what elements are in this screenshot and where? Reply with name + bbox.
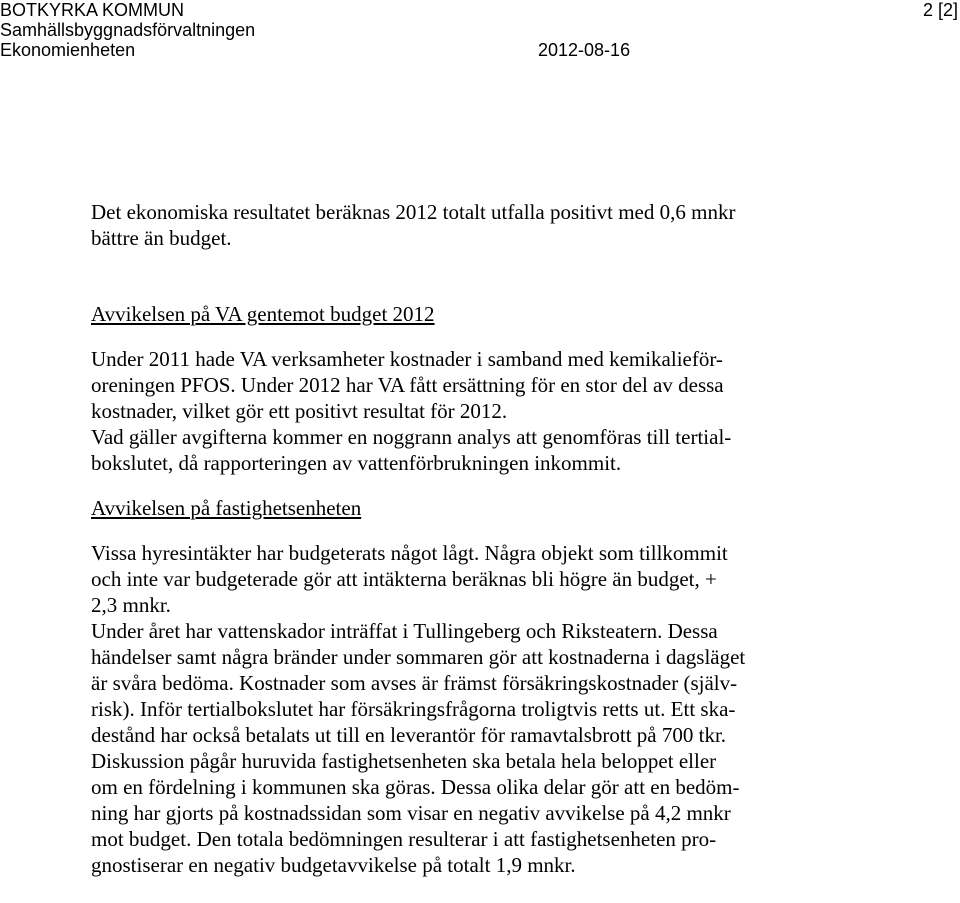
text-line: Vad gäller avgifterna kommer en noggrann analys att genomföras till tertial- bbox=[91, 425, 732, 449]
intro-paragraph bbox=[91, 199, 951, 251]
document-header bbox=[0, 0, 960, 70]
document-date: 2012-08-16 bbox=[538, 40, 631, 60]
va-paragraph bbox=[91, 346, 951, 476]
text-line: mot budget. Den totala bedömningen resulterar i att fastighetsenheten pro- bbox=[91, 827, 717, 851]
text-line: bokslutet, då rapporteringen av vattenförbrukningen inkommit. bbox=[91, 451, 622, 475]
text-line: gnostiserar en negativ budgetavvikelse på totalt 1,9 mnkr. bbox=[91, 853, 576, 877]
organization-name: BOTKYRKA KOMMUN bbox=[0, 0, 185, 20]
section-heading-fastighet: Avvikelsen på fastighetsenheten bbox=[91, 496, 362, 520]
text-line: destånd har också betalats ut till en leverantör för ramavtalsbrott på 700 tkr. bbox=[91, 723, 727, 747]
text-line: oreningen PFOS. Under 2012 har VA fått ersättning för en stor del av dessa bbox=[91, 373, 724, 397]
text-line: Vissa hyresintäkter har budgeterats något lågt. Några objekt som tillkommit bbox=[91, 541, 728, 565]
unit-name: Ekonomienheten bbox=[0, 40, 136, 60]
text-line: om en fördelning i kommunen ska göras. Dessa olika delar gör att en bedöm- bbox=[91, 775, 740, 799]
text-line: ning har gjorts på kostnadssidan som visar en negativ avvikelse på 4,2 mnkr bbox=[91, 801, 731, 825]
text-line: Under året har vattenskador inträffat i Tullingeberg och Riksteatern. Dessa bbox=[91, 619, 718, 643]
section-heading-va: Avvikelsen på VA gentemot budget 2012 bbox=[91, 302, 435, 326]
fastighet-paragraph bbox=[91, 540, 951, 878]
text-line: 2,3 mnkr. bbox=[91, 593, 171, 617]
document-body bbox=[91, 199, 951, 878]
text-line: är svåra bedöma. Kostnader som avses är främst försäkringskostnader (själv- bbox=[91, 671, 738, 695]
text-line: och inte var budgeterade gör att intäkterna beräknas bli högre än budget, + bbox=[91, 567, 717, 591]
text-line: kostnader, vilket gör ett positivt resultat för 2012. bbox=[91, 399, 508, 423]
text-line: händelser samt några bränder under sommaren gör att kostnaderna i dagsläget bbox=[91, 645, 746, 669]
text-line: Under 2011 hade VA verksamheter kostnader i samband med kemikalieför- bbox=[91, 347, 723, 371]
text-line: Diskussion pågår huruvida fastighetsenheten ska betala hela beloppet eller bbox=[91, 749, 717, 773]
text-line: risk). Inför tertialbokslutet har försäkringsfrågorna troligtvis retts ut. Ett ska- bbox=[91, 697, 736, 721]
text-line: Det ekonomiska resultatet beräknas 2012 totalt utfalla positivt med 0,6 mnkr bbox=[91, 200, 736, 224]
administration-name: Samhällsbyggnadsförvaltningen bbox=[0, 20, 256, 40]
text-line: bättre än budget. bbox=[91, 226, 232, 250]
page-indicator: 2 [2] bbox=[922, 0, 958, 20]
